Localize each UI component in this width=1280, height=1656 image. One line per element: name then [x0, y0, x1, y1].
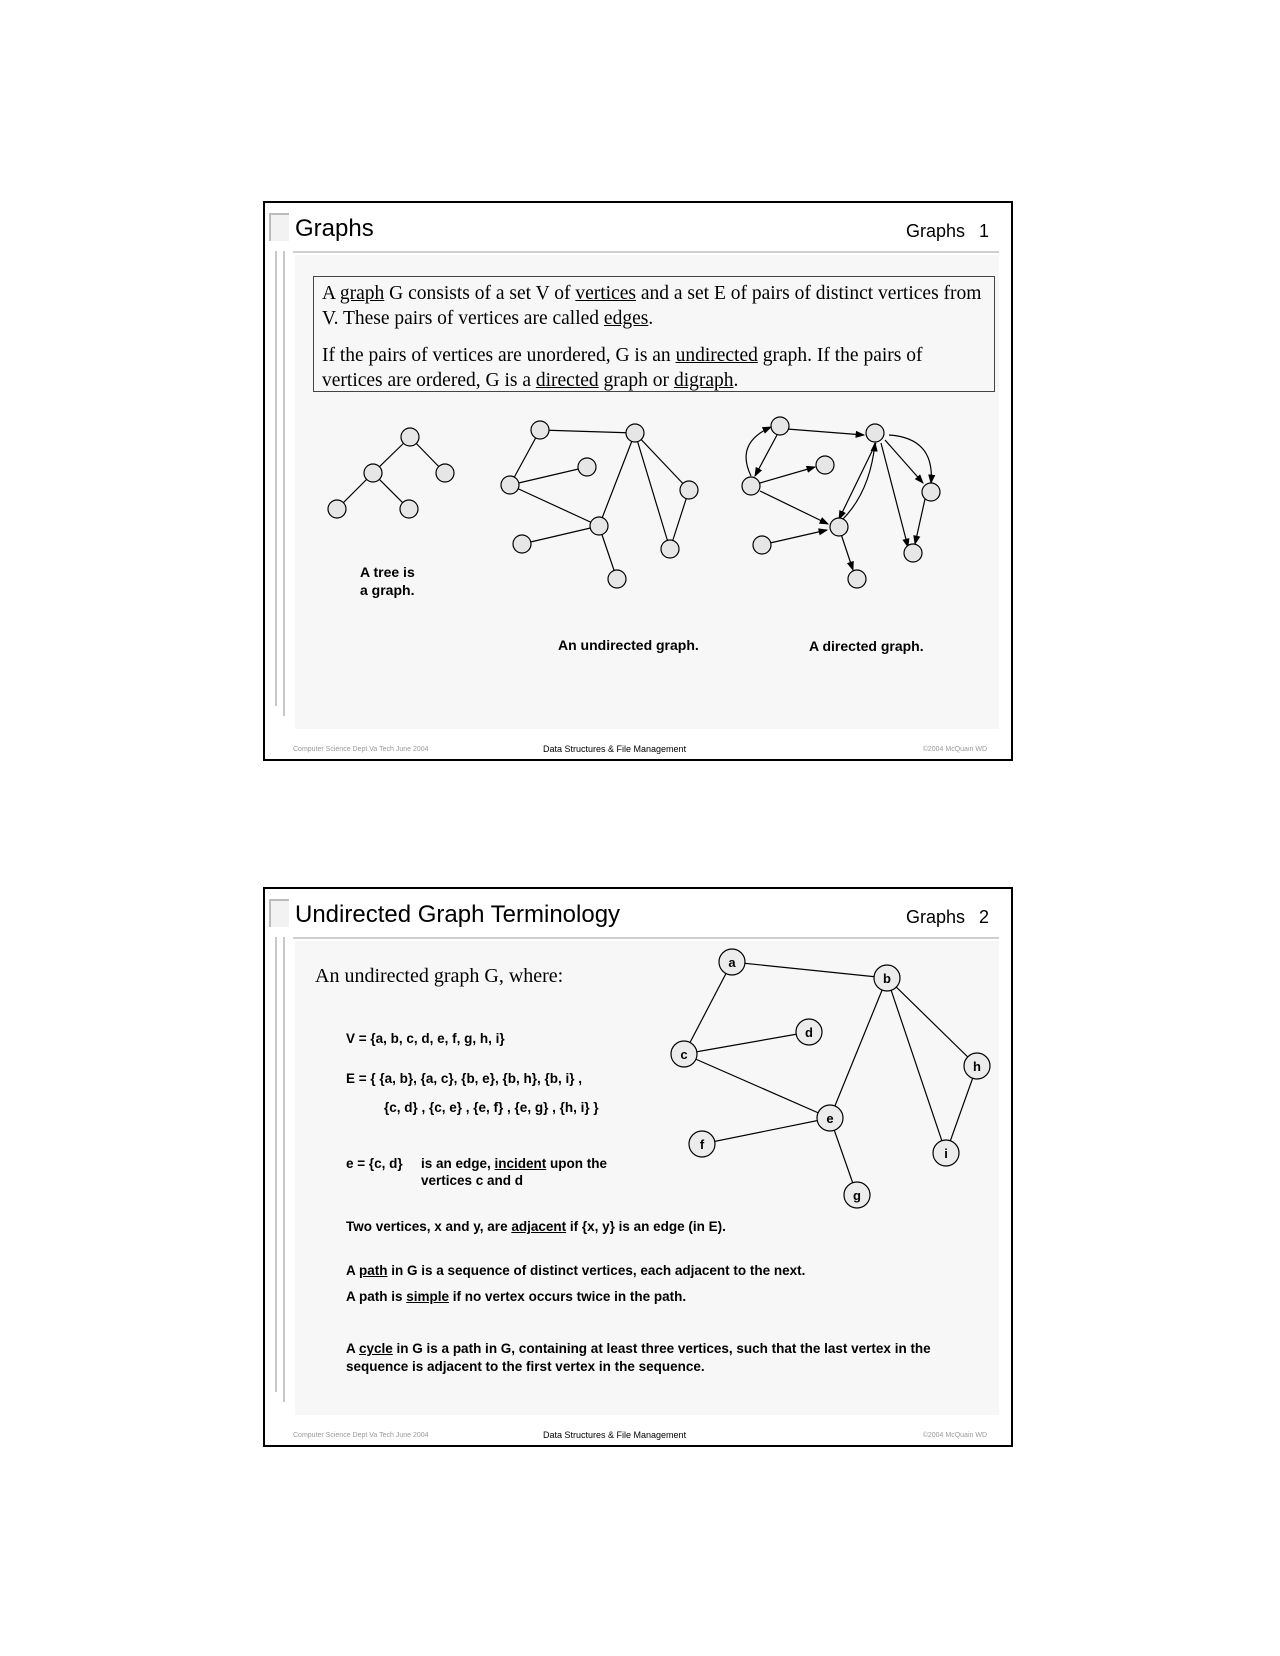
digraph-node [753, 536, 771, 554]
text-run: if no vertex occurs twice in the path. [449, 1289, 687, 1304]
slide-title: Graphs [295, 215, 374, 242]
edge-example-label: e = {c, d} [346, 1156, 403, 1171]
term-incident: incident [494, 1156, 547, 1171]
slide-graphs [263, 201, 1013, 761]
text-run: is an edge, [421, 1156, 495, 1171]
text-run: graph or [598, 370, 674, 391]
text-run: and a set E of pairs of distinct vertices from V. These pairs of vertices are called [322, 283, 982, 329]
tree-node [400, 500, 418, 518]
term-edges: edges [603, 308, 649, 329]
text-run: G consists of a set V of [384, 283, 576, 304]
edge-set-line1: E = { {a, b}, {a, c}, {b, e}, {b, h}, {b, i} , [346, 1071, 582, 1086]
vertex-label: g [853, 1188, 861, 1203]
text-run: If the pairs of vertices are unordered, G is an [322, 345, 676, 366]
text-run: if {x, y} is an edge (in E). [566, 1219, 726, 1234]
graph-node [501, 476, 519, 494]
footer-dept: Computer Science Dept Va Tech June 2004 [293, 746, 429, 753]
graph-node [531, 421, 549, 439]
graph-diagrams [265, 203, 1015, 763]
caption-line: a graph. [360, 582, 415, 598]
text-run: in G is a sequence of distinct vertices, each adjacent to the next. [387, 1263, 806, 1278]
vertex-set: V = {a, b, c, d, e, f, g, h, i} [346, 1031, 505, 1046]
caption-undirected: An undirected graph. [558, 637, 699, 653]
section-name: Graphs [905, 907, 965, 927]
footer-course: Data Structures & File Management [543, 1430, 687, 1440]
digraph-node [904, 544, 922, 562]
text-run: . [733, 370, 739, 391]
intro-text: An undirected graph G, where: [315, 965, 564, 987]
section-name: Graphs [905, 221, 965, 241]
text-run: Two vertices, x and y, are [346, 1219, 512, 1234]
text-run: A path is [346, 1289, 407, 1304]
vertex-label: e [826, 1111, 834, 1126]
digraph-node [771, 417, 789, 435]
term-digraph: digraph [673, 370, 734, 391]
graph-node [578, 458, 596, 476]
edge-set-line2: {c, d} , {c, e} , {e, f} , {e, g} , {h, i} } [384, 1100, 599, 1115]
vertex-label: h [973, 1059, 981, 1074]
tree-node [364, 464, 382, 482]
tree-node [436, 464, 454, 482]
caption-directed: A directed graph. [809, 638, 924, 654]
text-run: graph. If the pairs of vertices are ordered, G is a [322, 345, 923, 391]
digraph-node [816, 456, 834, 474]
text-run: in G is a path in G, containing at least three vertices, such that the last vertex in the sequence is adjacent to the first vertex in the sequence. [346, 1341, 931, 1374]
footer-copyright: ©2004 McQuain WD [922, 746, 987, 753]
tree-node [328, 500, 346, 518]
term-cycle: cycle [359, 1341, 393, 1356]
caption-tree [360, 563, 415, 599]
graph-edges [684, 962, 977, 1195]
term-vertices: vertices [575, 283, 636, 304]
edge-example-desc-2: vertices c and d [421, 1173, 524, 1188]
footer-dept: Computer Science Dept Va Tech June 2004 [293, 1432, 429, 1439]
graph-node [680, 481, 698, 499]
caption-line: A tree is [360, 564, 415, 580]
text-run: A [346, 1341, 359, 1356]
digraph-node [742, 477, 760, 495]
vertex-label: f [699, 1137, 705, 1152]
footer-course: Data Structures & File Management [543, 744, 687, 754]
vertex-label: i [944, 1146, 948, 1161]
term-adjacent: adjacent [511, 1219, 567, 1234]
text-run: A [346, 1263, 359, 1278]
vertex-label: c [680, 1047, 688, 1062]
term-directed: directed [535, 370, 599, 391]
slide-undirected-terminology [263, 887, 1013, 1447]
term-undirected: undirected [675, 345, 758, 366]
term-simple: simple [406, 1289, 450, 1304]
text-run: A [322, 283, 340, 304]
graph-node [590, 517, 608, 535]
footer-copyright: ©2004 McQuain WD [922, 1432, 987, 1439]
vertex-label: a [728, 955, 736, 970]
directed-graph [746, 427, 931, 570]
undirected-graph [510, 430, 689, 579]
digraph-node [866, 424, 884, 442]
digraph-node [830, 518, 848, 536]
text-run: . [648, 308, 654, 329]
slide-number: 1 [978, 221, 989, 241]
digraph-node [848, 570, 866, 588]
slide-title: Undirected Graph Terminology [295, 901, 621, 928]
text-run: upon the [546, 1156, 608, 1171]
tree-node [401, 428, 419, 446]
graph-node [513, 535, 531, 553]
term-path: path [359, 1263, 388, 1278]
labeled-undirected-graph [265, 889, 1015, 1449]
vertex-label: d [805, 1025, 813, 1040]
tree-graph [337, 437, 445, 509]
graph-node [661, 540, 679, 558]
slide-number: 2 [978, 907, 989, 927]
vertex-label: b [883, 971, 891, 986]
term-graph: graph [339, 283, 385, 304]
graph-node [626, 424, 644, 442]
digraph-node [922, 483, 940, 501]
graph-node [608, 570, 626, 588]
